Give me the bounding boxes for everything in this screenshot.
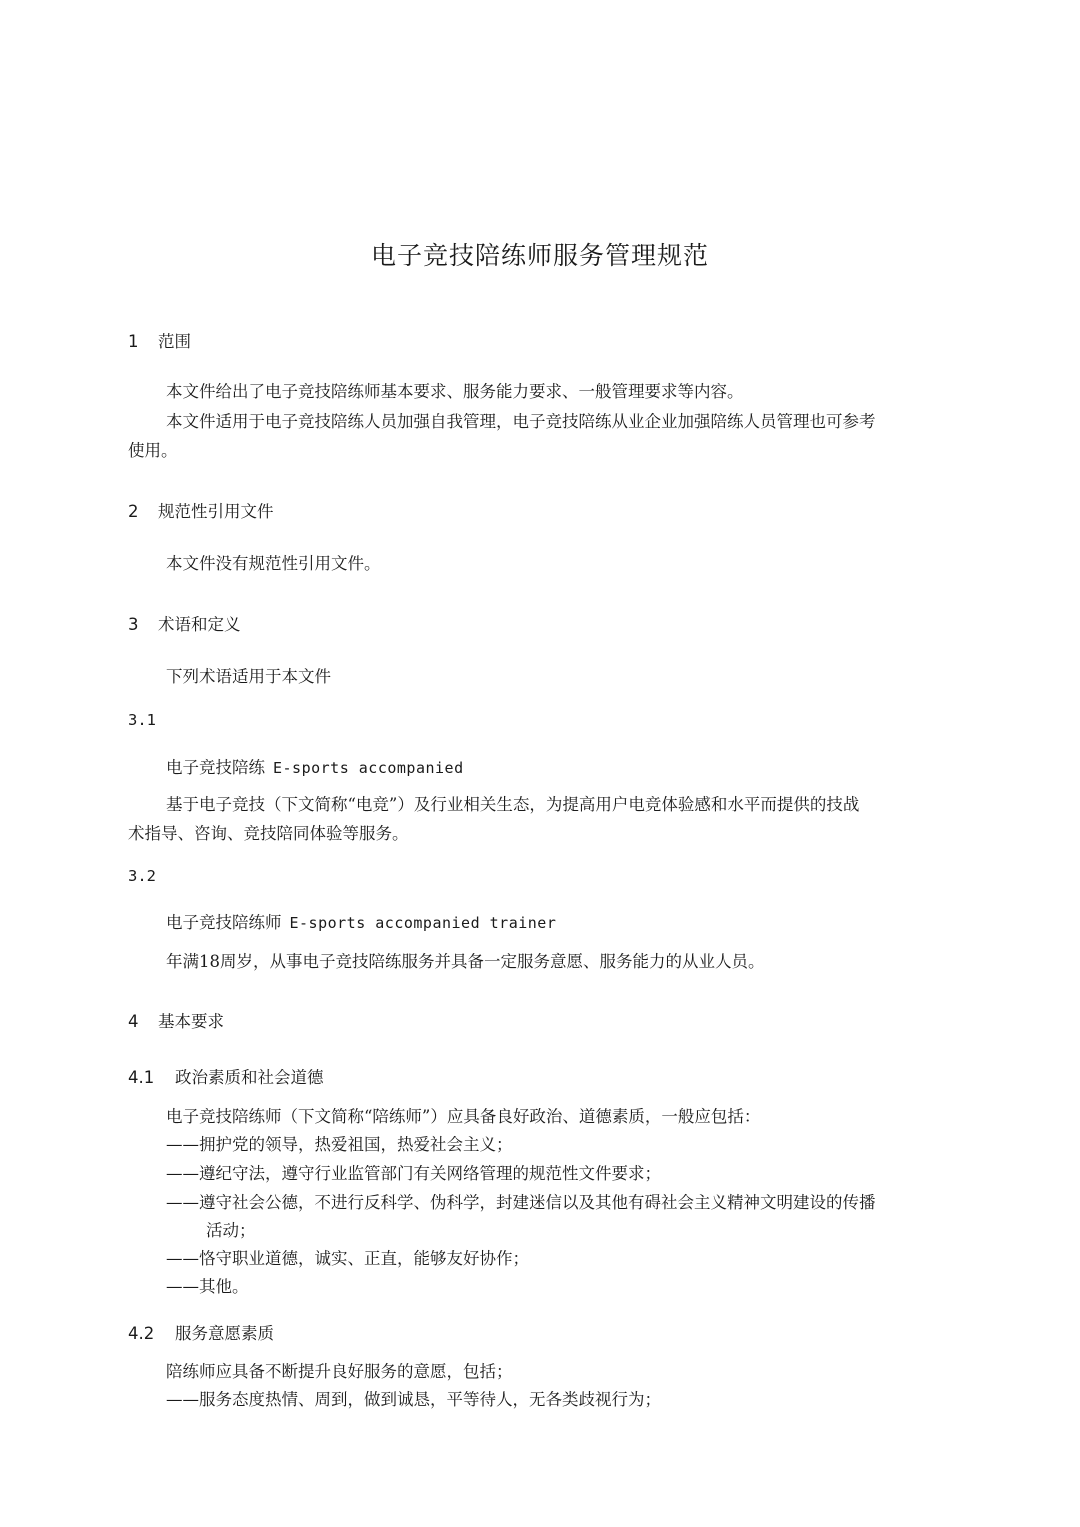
term-definition (128, 791, 978, 819)
section-title: 术语和定义 (158, 615, 241, 634)
paragraph-text: 年满18周岁，从事电子竞技陪练服务并具备一定服务意愿、服务能力的从业人员。 (166, 952, 765, 971)
term-chinese: 电子竞技陪练 (166, 758, 265, 777)
paragraph (128, 663, 978, 691)
term-definition (128, 948, 978, 976)
paragraph-text: 本文件给出了电子竞技陪练师基本要求、服务能力要求、一般管理要求等内容。 (166, 382, 744, 401)
paragraph-text: 下列术语适用于本文件 (166, 667, 331, 686)
subsection-title: 服务意愿素质 (175, 1324, 274, 1343)
term-english: E-sports accompanied (273, 759, 464, 777)
section-number: 3 (128, 615, 139, 634)
section-number: 2 (128, 502, 139, 521)
subsection-4-2-heading (128, 1320, 274, 1344)
section-3-heading (128, 611, 241, 635)
subsection-4-1-heading (128, 1064, 324, 1088)
paragraph-continuation: 使用。 (128, 441, 178, 460)
paragraph (128, 408, 978, 436)
paragraph-text: 本文件没有规范性引用文件。 (166, 554, 381, 573)
section-title: 基本要求 (158, 1012, 224, 1031)
subsection-title: 政治素质和社会道德 (175, 1068, 324, 1087)
paragraph (128, 550, 978, 578)
list-item: ——遵纪守法，遵守行业监管部门有关网络管理的规范性文件要求； (166, 1164, 661, 1183)
paragraph-text: 陪练师应具备不断提升良好服务的意愿，包括； (166, 1362, 513, 1381)
term-number: 3.1 (128, 711, 156, 729)
paragraph-text: 本文件适用于电子竞技陪练人员加强自我管理，电子竞技陪练从业企业加强陪练人员管理也可参考 (166, 412, 876, 431)
list-item: ——服务态度热情、周到，做到诚恳，平等待人，无各类歧视行为； (166, 1390, 661, 1409)
section-title: 规范性引用文件 (158, 502, 274, 521)
section-number: 1 (128, 332, 139, 351)
subsection-number: 4.2 (128, 1324, 155, 1343)
list-item: ——其他。 (166, 1277, 249, 1296)
document-title: 电子竞技陪练师服务管理规范 (370, 241, 709, 270)
term-definition-continuation: 术指导、咨询、竞技陪同体验等服务。 (128, 824, 409, 843)
paragraph (128, 378, 978, 406)
paragraph-text: 基于电子竞技（下文简称“电竞”）及行业相关生态，为提高用户电竞体验感和水平而提供的技战 (166, 795, 860, 814)
paragraph (128, 1103, 978, 1131)
term-entry (166, 909, 556, 933)
list-item: ——拥护党的领导，热爱祖国，热爱社会主义； (166, 1135, 513, 1154)
section-2-heading (128, 498, 274, 522)
subsection-number: 4.1 (128, 1068, 155, 1087)
list-item-continuation: 活动； (206, 1221, 256, 1240)
section-1-heading (128, 328, 191, 352)
list-item: ——遵守社会公德，不进行反科学、伪科学，封建迷信以及其他有碍社会主义精神文明建设的传播 (166, 1193, 876, 1212)
term-chinese: 电子竞技陪练师 (166, 913, 282, 932)
list-item: ——恪守职业道德，诚实、正直，能够友好协作； (166, 1249, 529, 1268)
section-title: 范围 (158, 332, 191, 351)
section-number: 4 (128, 1012, 139, 1031)
term-number: 3.2 (128, 867, 156, 885)
paragraph (128, 1358, 978, 1386)
section-4-heading (128, 1008, 224, 1032)
term-english: E-sports accompanied trainer (289, 914, 557, 932)
paragraph-text: 电子竞技陪练师（下文简称“陪练师”）应具备良好政治、道德素质，一般应包括： (166, 1107, 761, 1126)
term-entry (166, 754, 464, 778)
